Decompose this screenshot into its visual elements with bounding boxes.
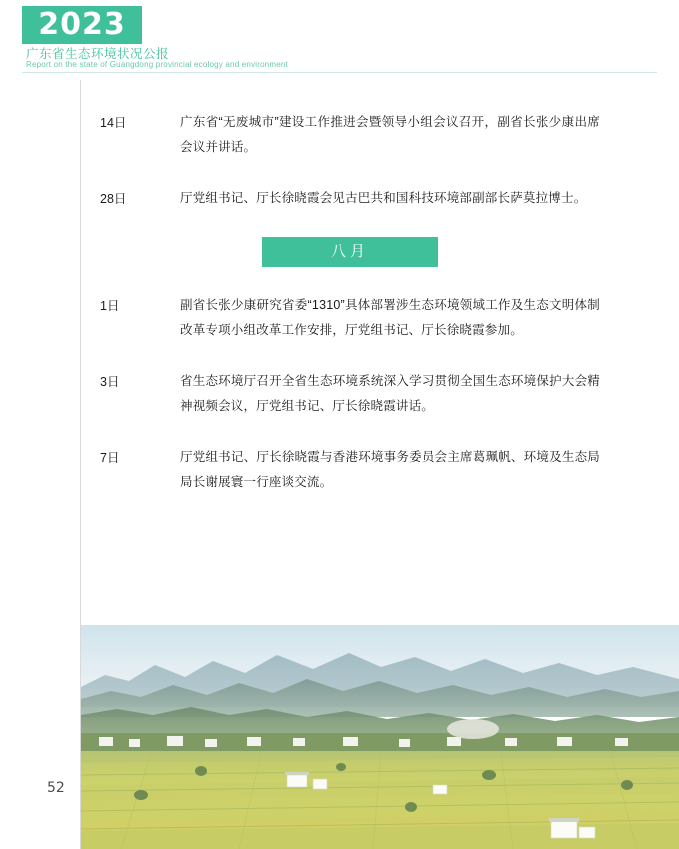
- page-content: [100, 110, 600, 521]
- header-year-badge: 2023: [22, 6, 142, 44]
- list-item: [100, 186, 600, 211]
- entry-day: 14日: [100, 116, 127, 130]
- entry-day: 1日: [100, 299, 120, 313]
- page-header: [0, 0, 679, 72]
- list-item: [100, 293, 600, 343]
- list-item: [100, 369, 600, 419]
- entry-day: 28日: [100, 192, 127, 206]
- header-title-chinese: 广东省生态环境状况公报: [26, 47, 170, 61]
- month-banner-container: [100, 237, 600, 267]
- entry-text: 副省长张少康研究省委“1310”具体部署涉生态环境领域工作及生态文明体制改革专项小组改革工作安排，厅党组书记、厅长徐晓霞参加。: [180, 298, 600, 337]
- header-divider: [22, 72, 657, 73]
- list-item: [100, 445, 600, 495]
- header-title-english: Report on the state of Guangdong provincial ecology and environment: [26, 60, 289, 69]
- entry-text: 厅党组书记、厅长徐晓霞与香港环境事务委员会主席葛珮帆、环境及生态局局长谢展寰一行座谈交流。: [180, 450, 600, 489]
- list-item: [100, 110, 600, 160]
- month-banner: 八月: [262, 237, 438, 267]
- entry-day: 7日: [100, 451, 120, 465]
- entry-text: 广东省“无废城市”建设工作推进会暨领导小组会议召开，副省长张少康出席会议并讲话。: [180, 115, 600, 154]
- landscape-photo: [81, 625, 679, 849]
- page-number: 52: [47, 780, 65, 796]
- entry-text: 厅党组书记、厅长徐晓霞会见古巴共和国科技环境部副部长萨莫拉博士。: [180, 191, 587, 205]
- entry-text: 省生态环境厅召开全省生态环境系统深入学习贯彻全国生态环境保护大会精神视频会议，厅党组书记、厅长徐晓霞讲话。: [180, 374, 600, 413]
- entry-day: 3日: [100, 375, 120, 389]
